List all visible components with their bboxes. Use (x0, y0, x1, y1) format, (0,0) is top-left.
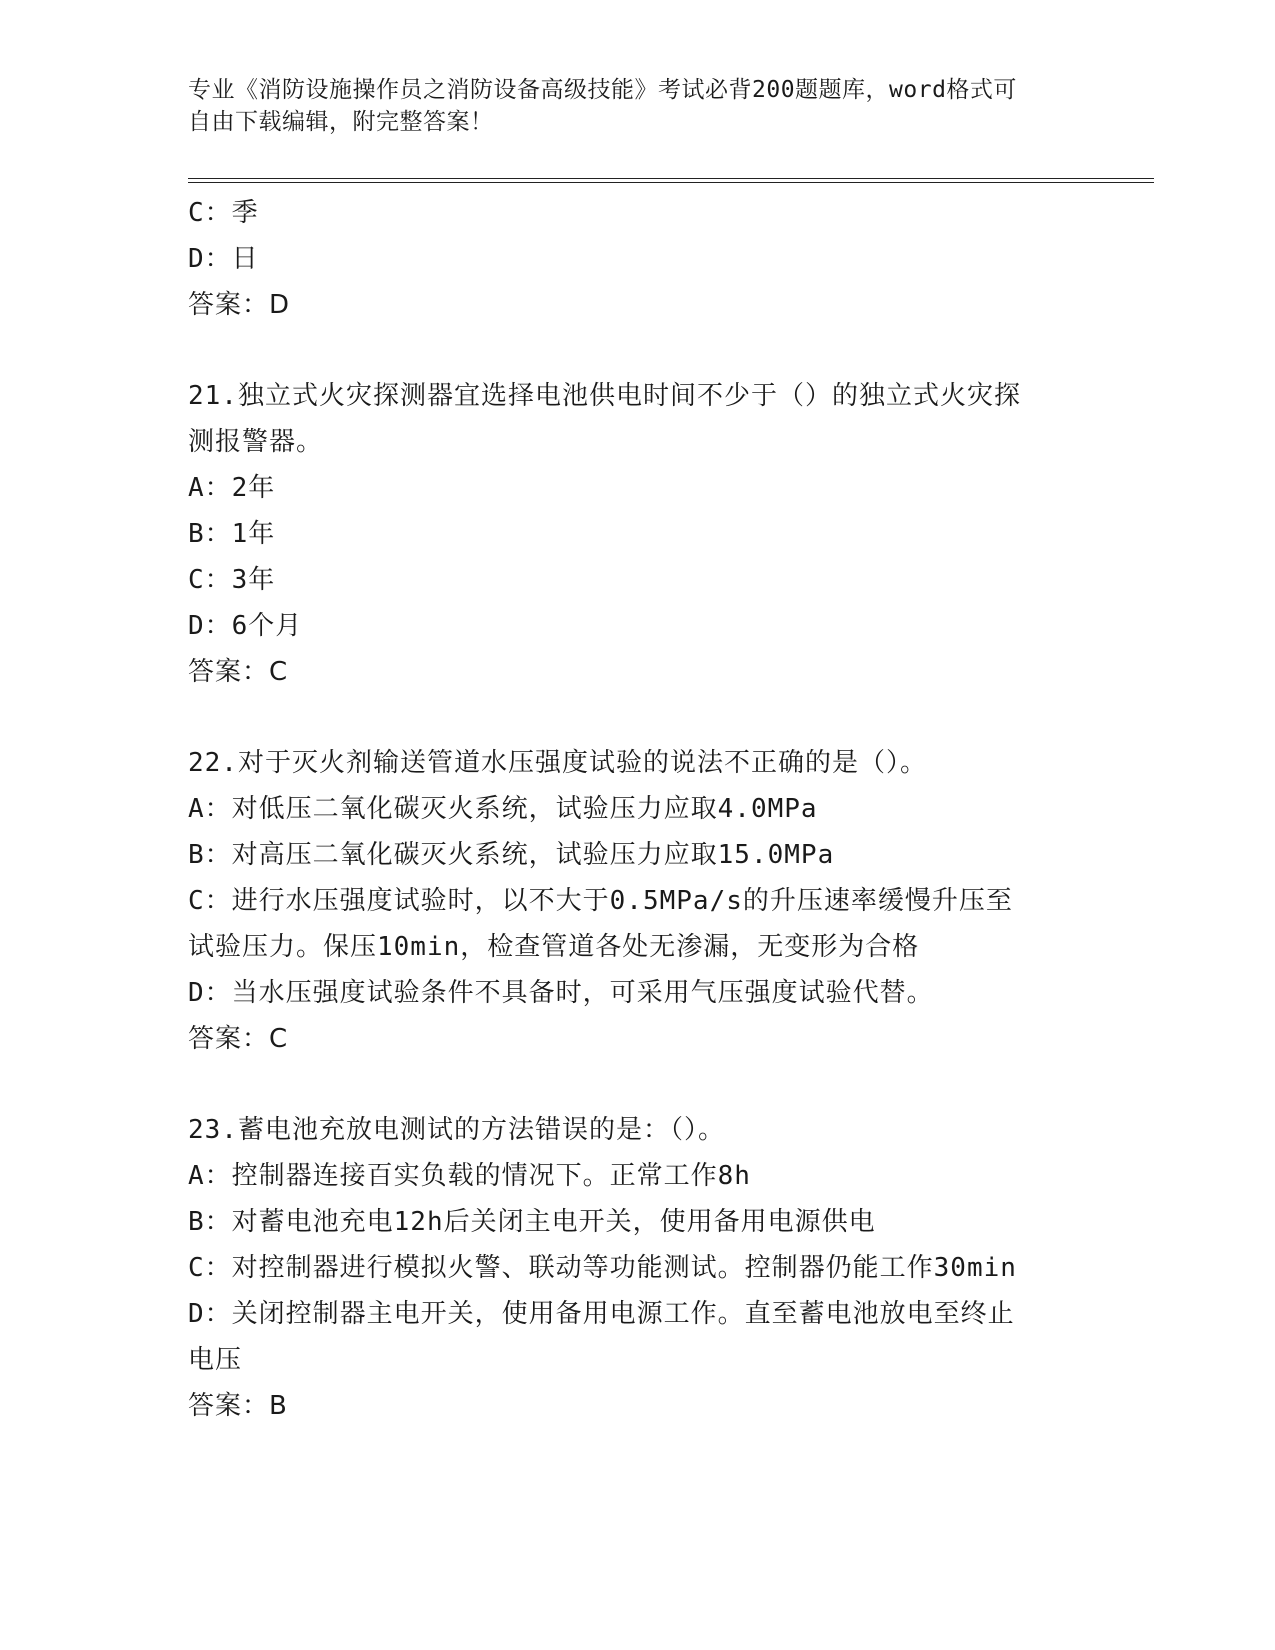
option-b: B：对高压二氧化碳灭火系统，试验压力应取15.0MPa (188, 840, 835, 870)
option-d: D：6个月 (188, 611, 303, 641)
option-c: C：3年 (188, 565, 276, 595)
answer-text: 答案：B (188, 1391, 288, 1421)
header-title-line-2: 自由下载编辑，附完整答案！ (188, 109, 494, 135)
option-d: D：关闭控制器主电开关，使用备用电源工作。直至蓄电池放电至终止 (188, 1299, 1015, 1329)
spacer (188, 695, 1088, 740)
option-d: D：当水压强度试验条件不具备时，可采用气压强度试验代替。 (188, 978, 934, 1008)
option-d: D：日 (188, 244, 259, 274)
question-stem: 23.蓄电池充放电测试的方法错误的是：（）。 (188, 1115, 725, 1145)
option-c: C：季 (188, 198, 259, 228)
option-a: A：2年 (188, 473, 276, 503)
spacer (188, 1062, 1088, 1107)
option-a: A：控制器连接百实负载的情况下。正常工作8h (188, 1161, 751, 1191)
page-header (188, 74, 1068, 138)
question-22 (188, 740, 1088, 1062)
question-21 (188, 373, 1088, 695)
spacer (188, 328, 1088, 373)
option-c: C：对控制器进行模拟火警、联动等功能测试。控制器仍能工作30min (188, 1253, 1017, 1283)
option-b: B：1年 (188, 519, 276, 549)
question-stem-continued: 测报警器。 (188, 427, 324, 457)
option-d-continued: 电压 (188, 1345, 243, 1375)
question-20-tail (188, 190, 1088, 328)
header-title-line-1: 专业《消防设施操作员之消防设备高级技能》考试必背200题题库，word格式可 (188, 77, 1017, 103)
question-23 (188, 1107, 1088, 1429)
answer-text: 答案：C (188, 1024, 289, 1054)
question-list (188, 190, 1088, 1429)
option-a: A：对低压二氧化碳灭火系统，试验压力应取4.0MPa (188, 794, 818, 824)
option-c: C：进行水压强度试验时，以不大于0.5MPa/s的升压速率缓慢升压至 (188, 886, 1013, 916)
option-c-continued: 试验压力。保压10min，检查管道各处无渗漏，无变形为合格 (188, 932, 920, 962)
header-divider (188, 178, 1154, 183)
question-stem: 22.对于灭火剂输送管道水压强度试验的说法不正确的是（）。 (188, 748, 927, 778)
answer-text: 答案：D (188, 290, 291, 320)
answer-text: 答案：C (188, 657, 289, 687)
question-stem: 21.独立式火灾探测器宜选择电池供电时间不少于（）的独立式火灾探 (188, 381, 1021, 411)
option-b: B：对蓄电池充电12h后关闭主电开关，使用备用电源供电 (188, 1207, 876, 1237)
